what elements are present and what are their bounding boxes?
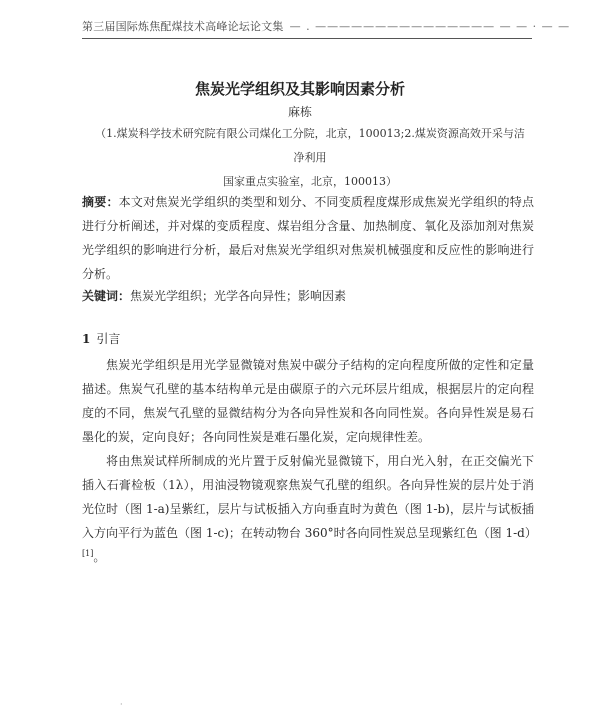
running-head-text: 第三届国际炼焦配煤技术高峰论坛论文集 <box>82 20 284 33</box>
intro-paragraph-1: 焦炭光学组织是用光学显微镜对焦炭中碳分子结构的定向程度所做的定性和定量描述。焦炭气孔壁的基本结构单元是由碳原子的六元环层片组成，根据层片的定向程度的不同，焦炭气孔壁的显微结构分为各向异性炭和各向同性炭。各向异性炭是易石墨化的炭，定向良好；各向同性炭是难石墨化炭，定向规律性差。 <box>82 358 534 444</box>
affiliation-line-1: （1.煤炭科学技术研究院有限公司煤化工分院，北京，100013;2.煤炭资源高效开采与洁净利用 <box>95 127 525 164</box>
intro-paragraph-2-text: 将由焦炭试样所制成的光片置于反射偏光显微镜下，用白光入射，在正交偏光下插入石膏检板（1λ），用油浸物镜观察焦炭气孔壁的组织。各向异性炭的层片处于消光位时（图 1-a)呈紫红，层片与试板插入方向垂直时为黄色（图 1-b)，层片与试板插入方向平行为蓝色（图 1-c)；在转动物台 360°时各向同性炭总呈现紫红色（图 1-d） <box>82 454 537 540</box>
section-number: 1 <box>82 332 91 346</box>
section-heading <box>82 330 120 347</box>
intro-paragraph-2-end: 。 <box>93 550 106 564</box>
running-head-rule-marks: — . ——————————————— — — · — — <box>289 20 571 33</box>
keywords-text: 焦炭光学组织；光学各向异性；影响因素 <box>130 289 347 303</box>
section-title: 引言 <box>96 332 121 346</box>
citation-ref: [1] <box>82 549 94 558</box>
running-head <box>82 18 571 39</box>
keywords-label: 关键词： <box>82 289 131 303</box>
keywords <box>82 286 534 306</box>
author-affiliation <box>90 122 530 194</box>
paper-title: 焦炭光学组织及其影响因素分析 <box>194 80 405 98</box>
affiliation-line-2: 国家重点实验室，北京，100013） <box>223 175 397 188</box>
abstract <box>82 190 534 286</box>
footer-mark: · <box>120 700 123 709</box>
paper-author: 麻栋 <box>287 105 312 119</box>
abstract-label: 摘要： <box>82 195 119 209</box>
abstract-text: 本文对焦炭光学组织的类型和划分、不同变质程度煤形成焦炭光学组织的特点进行分析阐述，并对煤的变质程度、煤岩组分含量、加热制度、氧化及添加剂对焦炭光学组织的影响进行分析，最后对焦炭光学组织对焦炭机械强度和反应性的影响进行分析。 <box>82 195 534 281</box>
intro-paragraph-2 <box>82 449 537 569</box>
